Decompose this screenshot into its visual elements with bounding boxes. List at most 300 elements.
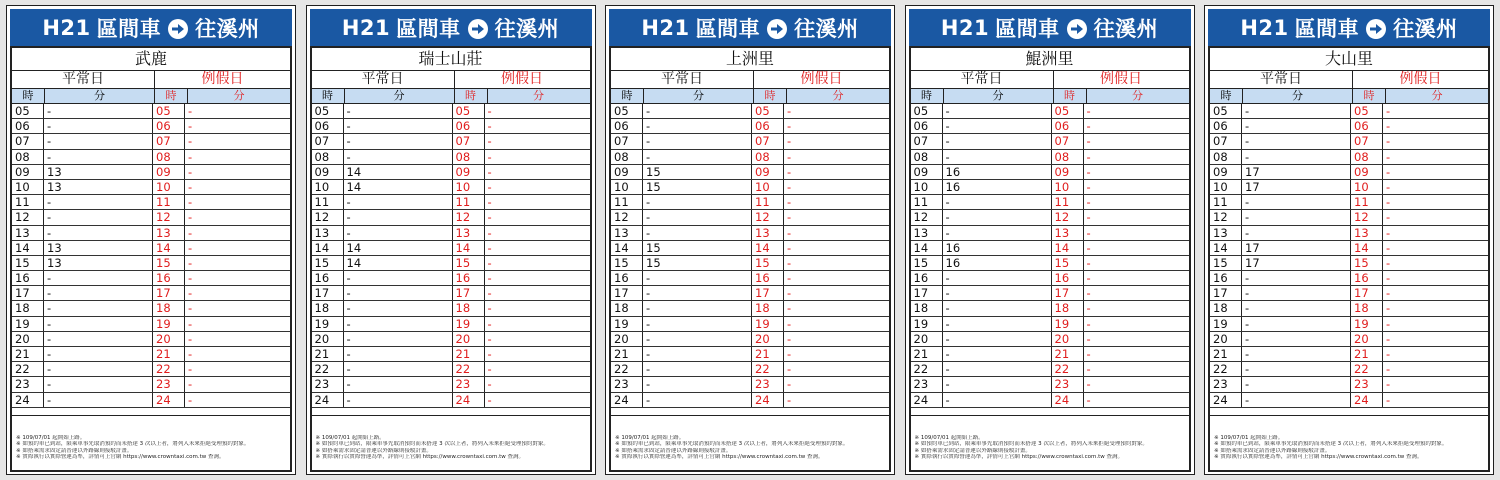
weekday-minute-cell: - bbox=[1242, 377, 1351, 391]
table-row bbox=[611, 271, 889, 286]
notes-section bbox=[312, 415, 590, 469]
holiday-minute-cell: - bbox=[487, 225, 492, 240]
weekday-hour-cell: 19 bbox=[312, 317, 344, 331]
timetable-grid bbox=[609, 46, 891, 472]
stop-name: 瑞士山莊 bbox=[312, 48, 590, 71]
holiday-hour-cell: 07 bbox=[1351, 134, 1383, 148]
weekday-hour-cell: 13 bbox=[12, 226, 44, 240]
weekday-hour-cell: 12 bbox=[911, 210, 943, 224]
holiday-minute-cell: - bbox=[487, 377, 492, 392]
table-row bbox=[1210, 301, 1488, 316]
weekday-hour-cell: 12 bbox=[611, 210, 643, 224]
weekday-minute-cell: - bbox=[1242, 119, 1351, 133]
weekday-minute-cell: - bbox=[44, 271, 153, 285]
holiday-minute-cell: - bbox=[487, 119, 492, 134]
holiday-hour-cell: 18 bbox=[453, 301, 485, 315]
holiday-minute-cell: - bbox=[188, 240, 193, 255]
holiday-minute-cell: - bbox=[487, 331, 492, 346]
weekday-hour-cell: 17 bbox=[312, 286, 344, 300]
table-row bbox=[911, 377, 1189, 392]
holiday-hour-cell: 08 bbox=[1052, 150, 1084, 164]
timetable-board bbox=[6, 5, 296, 475]
weekday-minute-cell: - bbox=[943, 104, 1052, 118]
route-code: H21 bbox=[42, 15, 91, 40]
timetable-grid bbox=[310, 46, 592, 472]
note-line: ※ 109/07/01 起開始上路。 bbox=[16, 435, 86, 441]
holiday-hour-cell: 21 bbox=[453, 347, 485, 361]
holiday-hour-cell: 10 bbox=[453, 180, 485, 194]
direction-label: 往溪州 bbox=[1093, 16, 1159, 41]
weekday-minute-cell: - bbox=[44, 317, 153, 331]
holiday-hour-cell: 23 bbox=[1052, 377, 1084, 391]
note-line: ※ 實際執行以實際營運為準，詳情可上官網 https://www.crowntaxi.com.tw 查詢。 bbox=[315, 454, 525, 461]
holiday-minute-cell: - bbox=[787, 362, 792, 377]
holiday-minute-cell: - bbox=[1386, 164, 1391, 179]
timetable-board bbox=[1204, 5, 1494, 475]
weekday-hour-cell: 16 bbox=[611, 271, 643, 285]
holiday-minute-cell: - bbox=[1386, 240, 1391, 255]
holiday-minute-cell: - bbox=[487, 362, 492, 377]
arrow-right-icon bbox=[468, 19, 488, 39]
holiday-hour-cell: 09 bbox=[1351, 165, 1383, 179]
holiday-minute-cell: - bbox=[1386, 179, 1391, 194]
weekday-hour-cell: 18 bbox=[911, 301, 943, 315]
table-row bbox=[12, 195, 290, 210]
weekday-hour-cell: 23 bbox=[911, 377, 943, 391]
table-row bbox=[312, 210, 590, 225]
weekday-hour-header: 時 bbox=[12, 89, 45, 103]
holiday-hour-cell: 09 bbox=[1052, 165, 1084, 179]
weekday-hour-cell: 11 bbox=[611, 195, 643, 209]
table-row bbox=[911, 393, 1189, 408]
table-row bbox=[12, 119, 290, 134]
holiday-label: 例假日 bbox=[201, 71, 244, 87]
holiday-hour-cell: 24 bbox=[453, 393, 485, 407]
table-row bbox=[312, 119, 590, 134]
weekday-minute-cell: - bbox=[344, 271, 453, 285]
weekday-hour-cell: 19 bbox=[911, 317, 943, 331]
table-row bbox=[12, 393, 290, 408]
holiday-hour-cell: 15 bbox=[752, 256, 784, 270]
holiday-minute-header: 分 bbox=[1132, 89, 1143, 102]
holiday-hour-cell: 18 bbox=[1052, 301, 1084, 315]
weekday-minute-cell: 15 bbox=[643, 180, 752, 194]
table-row bbox=[12, 317, 290, 332]
weekday-minute-cell: - bbox=[643, 226, 752, 240]
table-row bbox=[12, 150, 290, 165]
holiday-minute-cell: - bbox=[1086, 134, 1091, 149]
weekday-hour-cell: 14 bbox=[611, 241, 643, 255]
weekday-hour-header: 時 bbox=[611, 89, 644, 103]
route-code: H21 bbox=[641, 15, 690, 40]
holiday-hour-cell: 24 bbox=[752, 393, 784, 407]
weekday-hour-cell: 24 bbox=[611, 393, 643, 407]
weekday-hour-cell: 05 bbox=[1210, 104, 1242, 118]
weekday-hour-header: 時 bbox=[1210, 89, 1243, 103]
table-row bbox=[312, 195, 590, 210]
holiday-minute-cell: - bbox=[1086, 331, 1091, 346]
holiday-minute-cell: - bbox=[787, 286, 792, 301]
holiday-minute-cell: - bbox=[188, 179, 193, 194]
direction-label: 往溪州 bbox=[1393, 16, 1458, 41]
table-row bbox=[611, 301, 889, 316]
holiday-minute-cell: - bbox=[1386, 134, 1391, 149]
weekday-minute-cell: - bbox=[1242, 286, 1351, 300]
holiday-hour-cell: 12 bbox=[1351, 210, 1383, 224]
table-row bbox=[911, 226, 1189, 241]
weekday-hour-cell: 24 bbox=[12, 393, 44, 407]
holiday-hour-cell: 10 bbox=[1052, 180, 1084, 194]
table-row bbox=[911, 210, 1189, 225]
weekday-hour-cell: 21 bbox=[312, 347, 344, 361]
stop-name: 大山里 bbox=[1210, 48, 1488, 71]
note-line: ※ 109/07/01 起開始上路。 bbox=[315, 435, 385, 441]
holiday-minute-cell: - bbox=[1086, 301, 1091, 316]
weekday-hour-cell: 17 bbox=[1210, 286, 1242, 300]
holiday-minute-cell: - bbox=[1086, 104, 1091, 118]
table-row bbox=[1210, 210, 1488, 225]
table-row bbox=[611, 317, 889, 332]
weekday-minute-cell: 15 bbox=[643, 241, 752, 255]
weekday-hour-cell: 05 bbox=[911, 104, 943, 118]
table-row bbox=[611, 256, 889, 271]
table-row bbox=[12, 286, 290, 301]
weekday-minute-cell: 14 bbox=[344, 165, 453, 179]
holiday-hour-cell: 16 bbox=[752, 271, 784, 285]
holiday-hour-cell: 22 bbox=[453, 362, 485, 376]
schedule-rows bbox=[611, 104, 889, 415]
holiday-minute-cell: - bbox=[1086, 347, 1091, 361]
weekday-hour-cell: 14 bbox=[312, 241, 344, 255]
holiday-minute-cell: - bbox=[1386, 225, 1391, 240]
table-row bbox=[911, 150, 1189, 165]
weekday-hour-cell: 23 bbox=[12, 377, 44, 391]
weekday-minute-cell: - bbox=[44, 332, 153, 346]
table-row bbox=[1210, 180, 1488, 195]
holiday-minute-cell: - bbox=[487, 164, 492, 179]
weekday-minute-cell: - bbox=[943, 286, 1052, 300]
schedule-rows bbox=[911, 104, 1189, 415]
table-row bbox=[12, 301, 290, 316]
table-row bbox=[911, 301, 1189, 316]
holiday-hour-cell: 15 bbox=[1351, 256, 1383, 270]
timetable-board bbox=[905, 5, 1195, 475]
weekday-minute-cell: - bbox=[943, 226, 1052, 240]
holiday-minute-cell: - bbox=[1386, 392, 1391, 407]
holiday-hour-cell: 14 bbox=[153, 241, 185, 255]
holiday-minute-cell: - bbox=[188, 271, 193, 286]
notes-section bbox=[12, 415, 290, 469]
note-line: ※ 如預約車已到站，限乘車事先取消預約而未搭達 3 次以上者，將列入未來拒絕受理預約對象。 bbox=[1214, 441, 1448, 448]
weekday-hour-cell: 12 bbox=[312, 210, 344, 224]
holiday-label: 例假日 bbox=[501, 71, 543, 87]
weekday-minute-cell: 15 bbox=[643, 256, 752, 270]
column-header-row bbox=[12, 89, 290, 104]
holiday-minute-cell: - bbox=[487, 347, 492, 361]
table-row bbox=[12, 271, 290, 286]
weekday-minute-cell: - bbox=[44, 286, 153, 300]
holiday-minute-cell: - bbox=[787, 301, 792, 316]
table-row bbox=[1210, 377, 1488, 392]
weekday-minute-cell: 17 bbox=[1242, 165, 1351, 179]
holiday-minute-cell: - bbox=[1386, 331, 1391, 346]
weekday-minute-cell: - bbox=[1242, 317, 1351, 331]
holiday-hour-cell: 19 bbox=[1351, 317, 1383, 331]
weekday-minute-cell: - bbox=[44, 150, 153, 164]
weekday-minute-cell: - bbox=[344, 210, 453, 224]
table-row bbox=[312, 150, 590, 165]
weekday-hour-cell: 20 bbox=[312, 332, 344, 346]
holiday-minute-header: 分 bbox=[533, 89, 544, 102]
weekday-minute-cell: 16 bbox=[943, 256, 1052, 270]
weekday-hour-cell: 22 bbox=[12, 362, 44, 376]
weekday-hour-cell: 09 bbox=[312, 165, 344, 179]
weekday-hour-cell: 20 bbox=[12, 332, 44, 346]
weekday-minute-cell: - bbox=[943, 317, 1052, 331]
weekday-minute-cell: - bbox=[943, 377, 1052, 391]
holiday-hour-cell: 05 bbox=[1351, 104, 1383, 118]
holiday-minute-cell: - bbox=[1086, 149, 1091, 164]
table-row bbox=[1210, 362, 1488, 377]
weekday-hour-cell: 24 bbox=[312, 393, 344, 407]
table-row bbox=[312, 104, 590, 119]
weekday-minute-cell: 14 bbox=[344, 256, 453, 270]
holiday-hour-cell: 17 bbox=[1351, 286, 1383, 300]
weekday-hour-cell: 11 bbox=[12, 195, 44, 209]
holiday-minute-cell: - bbox=[1386, 316, 1391, 331]
weekday-minute-cell: - bbox=[1242, 301, 1351, 315]
weekday-hour-cell: 17 bbox=[611, 286, 643, 300]
holiday-hour-cell: 10 bbox=[1351, 180, 1383, 194]
table-row bbox=[1210, 119, 1488, 134]
weekday-minute-cell: - bbox=[1242, 347, 1351, 361]
weekday-minute-cell: 16 bbox=[943, 165, 1052, 179]
holiday-hour-cell: 16 bbox=[453, 271, 485, 285]
weekday-minute-cell: - bbox=[943, 362, 1052, 376]
weekday-hour-cell: 11 bbox=[911, 195, 943, 209]
holiday-hour-cell: 17 bbox=[153, 286, 185, 300]
weekday-hour-cell: 24 bbox=[1210, 393, 1242, 407]
weekday-minute-cell: - bbox=[44, 226, 153, 240]
note-line: ※ 實際執行以實際營運為準，詳情可上官網 https://www.crowntaxi.com.tw 查詢。 bbox=[1214, 454, 1423, 461]
holiday-hour-cell: 16 bbox=[153, 271, 185, 285]
table-row bbox=[1210, 393, 1488, 408]
weekday-hour-cell: 23 bbox=[312, 377, 344, 391]
holiday-minute-cell: - bbox=[1386, 347, 1391, 361]
weekday-hour-cell: 11 bbox=[312, 195, 344, 209]
holiday-hour-cell: 14 bbox=[453, 241, 485, 255]
table-row bbox=[312, 226, 590, 241]
weekday-hour-cell: 06 bbox=[312, 119, 344, 133]
weekday-hour-cell: 10 bbox=[911, 180, 943, 194]
holiday-minute-cell: - bbox=[787, 255, 792, 270]
weekday-hour-cell: 22 bbox=[911, 362, 943, 376]
holiday-hour-cell: 23 bbox=[453, 377, 485, 391]
timetable-board bbox=[605, 5, 895, 475]
weekday-hour-cell: 17 bbox=[12, 286, 44, 300]
table-row bbox=[1210, 165, 1488, 180]
weekday-minute-cell: - bbox=[943, 134, 1052, 148]
table-row bbox=[312, 180, 590, 195]
holiday-minute-cell: - bbox=[787, 331, 792, 346]
direction-label: 往溪州 bbox=[794, 16, 859, 41]
weekday-minute-cell: - bbox=[344, 286, 453, 300]
weekday-minute-cell: - bbox=[943, 210, 1052, 224]
day-type-header bbox=[12, 71, 290, 89]
note-line: ※ 實際執行以實際營運為準，詳情可上官網 https://www.crowntaxi.com.tw 查詢。 bbox=[16, 454, 225, 461]
holiday-hour-header: 時 bbox=[1353, 89, 1386, 103]
holiday-hour-cell: 10 bbox=[153, 180, 185, 194]
column-header-row bbox=[611, 89, 889, 104]
holiday-minute-cell: - bbox=[487, 301, 492, 316]
arrow-right-icon bbox=[767, 19, 787, 39]
holiday-hour-cell: 19 bbox=[1052, 317, 1084, 331]
holiday-label: 例假日 bbox=[800, 71, 843, 87]
holiday-minute-cell: - bbox=[188, 210, 193, 225]
weekday-hour-cell: 13 bbox=[312, 226, 344, 240]
holiday-hour-cell: 06 bbox=[752, 119, 784, 133]
arrow-right-icon bbox=[1366, 19, 1386, 39]
column-header-row bbox=[1210, 89, 1488, 104]
weekday-minute-cell: 17 bbox=[1242, 180, 1351, 194]
weekday-minute-cell: - bbox=[643, 119, 752, 133]
table-row bbox=[1210, 286, 1488, 301]
weekday-hour-cell: 15 bbox=[312, 256, 344, 270]
table-row bbox=[312, 165, 590, 180]
table-row bbox=[312, 241, 590, 256]
weekday-hour-cell: 10 bbox=[12, 180, 44, 194]
weekday-minute-cell: - bbox=[344, 104, 453, 118]
note-line: ※ 如預約車已到站，限乘車事先取消預約而未搭達 3 次以上者，將列入未來拒絕受理預約對象。 bbox=[315, 441, 549, 448]
holiday-hour-cell: 24 bbox=[1351, 393, 1383, 407]
holiday-minute-cell: - bbox=[487, 210, 492, 225]
weekday-minute-cell: 15 bbox=[643, 165, 752, 179]
holiday-hour-cell: 11 bbox=[1351, 195, 1383, 209]
table-row bbox=[911, 347, 1189, 362]
weekday-hour-cell: 14 bbox=[911, 241, 943, 255]
weekday-hour-cell: 13 bbox=[1210, 226, 1242, 240]
weekday-hour-cell: 07 bbox=[911, 134, 943, 148]
table-row bbox=[611, 195, 889, 210]
holiday-minute-cell: - bbox=[1086, 316, 1091, 331]
holiday-hour-cell: 13 bbox=[153, 226, 185, 240]
holiday-minute-cell: - bbox=[787, 377, 792, 392]
weekday-hour-cell: 18 bbox=[12, 301, 44, 315]
table-row bbox=[911, 317, 1189, 332]
weekday-minute-cell: 14 bbox=[344, 241, 453, 255]
table-row bbox=[1210, 271, 1488, 286]
weekday-hour-cell: 06 bbox=[611, 119, 643, 133]
weekday-hour-cell: 22 bbox=[1210, 362, 1242, 376]
table-row bbox=[12, 377, 290, 392]
holiday-minute-cell: - bbox=[787, 225, 792, 240]
holiday-hour-cell: 18 bbox=[153, 301, 185, 315]
holiday-minute-cell: - bbox=[787, 149, 792, 164]
holiday-minute-cell: - bbox=[1086, 195, 1091, 210]
notes-section bbox=[611, 415, 889, 469]
holiday-minute-cell: - bbox=[1386, 210, 1391, 225]
day-type-header bbox=[911, 71, 1189, 89]
table-row bbox=[12, 134, 290, 149]
timetable-grid bbox=[10, 46, 292, 472]
service-type: 區間車 bbox=[995, 16, 1060, 41]
holiday-hour-cell: 18 bbox=[752, 301, 784, 315]
table-row bbox=[1210, 317, 1488, 332]
holiday-hour-cell: 12 bbox=[153, 210, 185, 224]
holiday-hour-cell: 14 bbox=[1052, 241, 1084, 255]
holiday-hour-cell: 19 bbox=[153, 317, 185, 331]
weekday-hour-cell: 15 bbox=[12, 256, 44, 270]
weekday-hour-cell: 21 bbox=[1210, 347, 1242, 361]
table-row bbox=[1210, 241, 1488, 256]
table-row bbox=[312, 134, 590, 149]
table-row bbox=[911, 134, 1189, 149]
table-row bbox=[611, 104, 889, 119]
holiday-minute-cell: - bbox=[487, 149, 492, 164]
holiday-minute-cell: - bbox=[188, 134, 193, 149]
holiday-hour-header: 時 bbox=[155, 89, 188, 103]
weekday-minute-cell: - bbox=[943, 271, 1052, 285]
note-line: ※ 如預約車已到站，限乘車事先取消預約而未搭達 3 次以上者，將列入未來拒絕受理預約對象。 bbox=[914, 441, 1148, 448]
weekday-hour-cell: 06 bbox=[911, 119, 943, 133]
weekday-minute-cell: 13 bbox=[44, 165, 153, 179]
holiday-hour-cell: 15 bbox=[1052, 256, 1084, 270]
holiday-minute-cell: - bbox=[188, 225, 193, 240]
weekday-hour-cell: 15 bbox=[1210, 256, 1242, 270]
arrow-right-icon bbox=[1067, 19, 1087, 39]
weekday-hour-cell: 21 bbox=[911, 347, 943, 361]
weekday-minute-cell: 13 bbox=[44, 180, 153, 194]
holiday-hour-cell: 13 bbox=[1351, 226, 1383, 240]
column-header-row bbox=[911, 89, 1189, 104]
holiday-hour-cell: 20 bbox=[153, 332, 185, 346]
table-row bbox=[1210, 195, 1488, 210]
weekday-minute-cell: - bbox=[1242, 362, 1351, 376]
stop-name: 鯤洲里 bbox=[911, 48, 1189, 71]
service-type: 區間車 bbox=[695, 16, 761, 41]
notes-section bbox=[911, 415, 1189, 469]
weekday-minute-cell: - bbox=[344, 347, 453, 361]
holiday-hour-cell: 21 bbox=[153, 347, 185, 361]
table-row bbox=[312, 362, 590, 377]
holiday-minute-header: 分 bbox=[233, 89, 245, 102]
holiday-minute-cell: - bbox=[188, 286, 193, 301]
weekday-hour-cell: 09 bbox=[611, 165, 643, 179]
holiday-hour-cell: 16 bbox=[1351, 271, 1383, 285]
table-row bbox=[611, 150, 889, 165]
weekday-hour-cell: 12 bbox=[1210, 210, 1242, 224]
weekday-minute-cell: - bbox=[943, 347, 1052, 361]
holiday-minute-cell: - bbox=[188, 255, 193, 270]
holiday-hour-cell: 06 bbox=[453, 119, 485, 133]
holiday-hour-cell: 24 bbox=[1052, 393, 1084, 407]
weekday-minute-cell: - bbox=[344, 377, 453, 391]
holiday-hour-cell: 12 bbox=[752, 210, 784, 224]
weekday-minute-cell: - bbox=[1242, 150, 1351, 164]
weekday-minute-cell: - bbox=[44, 347, 153, 361]
holiday-hour-cell: 05 bbox=[453, 104, 485, 118]
weekday-minute-cell: 13 bbox=[44, 241, 153, 255]
holiday-minute-cell: - bbox=[1086, 119, 1091, 134]
weekday-hour-cell: 22 bbox=[611, 362, 643, 376]
weekday-minute-cell: 17 bbox=[1242, 241, 1351, 255]
table-row bbox=[1210, 332, 1488, 347]
note-line: ※ 如預約車已到站，限乘車事先取消預約而未搭達 3 次以上者，將列入未來拒絕受理預約對象。 bbox=[615, 441, 849, 448]
table-row bbox=[911, 241, 1189, 256]
table-row bbox=[911, 119, 1189, 134]
weekday-minute-cell: - bbox=[1242, 210, 1351, 224]
weekday-minute-cell: - bbox=[344, 119, 453, 133]
